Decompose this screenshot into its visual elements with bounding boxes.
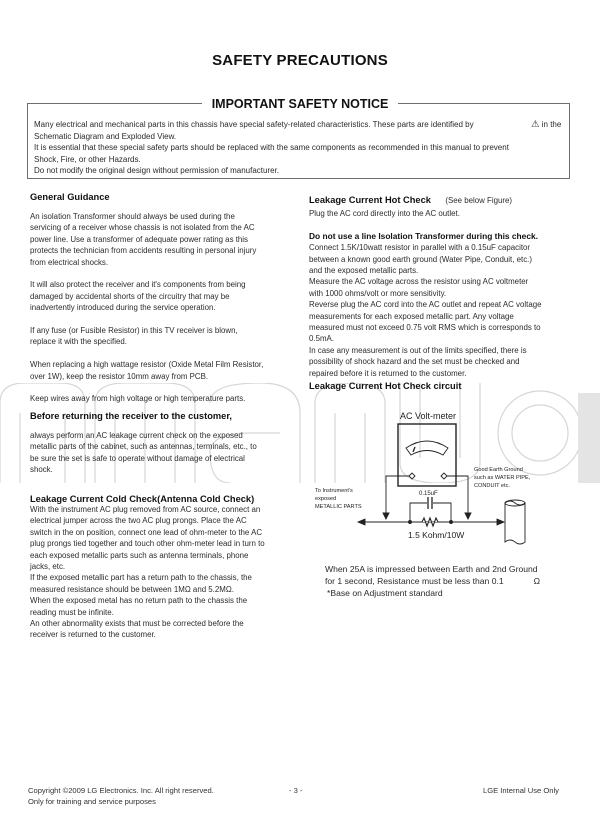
- hot-check-line: measured must not exceed 0.75 volt RMS which is corresponds to: [309, 323, 541, 333]
- guidance-line: be sure the set is safe to operate without damage of electrical: [30, 453, 245, 463]
- hot-check-line: between a known good earth ground (Water Pipe, Conduit, etc.): [309, 254, 532, 264]
- guidance-line: servicing of a receiver whose chassis is not isolated from the AC: [30, 223, 255, 233]
- guidance-line: shock.: [30, 465, 53, 475]
- hot-check-warning: Do not use a line Isolation Transformer during this check.: [309, 230, 538, 241]
- capacitor-label: 0.15uF: [419, 491, 438, 497]
- guidance-line: metallic parts of the cabinet, such as antennas, terminals, etc., to: [30, 442, 257, 452]
- ground-note-line-text: for 1 second, Resistance must be less than 0.1: [325, 576, 504, 586]
- guidance-line: over 1W), keep the resistor 10mm away from PCB.: [30, 371, 209, 381]
- page-number: - 3 -: [289, 786, 303, 795]
- page-title: SAFETY PRECAUTIONS: [212, 52, 388, 69]
- voltmeter-box: [398, 424, 456, 486]
- ohm-symbol: Ω: [533, 576, 541, 586]
- cold-check-line: When the exposed metal has no return path to the chassis the: [30, 596, 248, 606]
- purpose-text: Only for training and service purposes: [28, 796, 156, 806]
- internal-use-text: LGE Internal Use Only: [483, 786, 559, 795]
- voltmeter-dial: [406, 441, 448, 455]
- water-pipe: [505, 501, 525, 544]
- safety-symbol-note: [531, 119, 561, 130]
- cold-check-section: [30, 494, 265, 641]
- notice-line: It is essential that these special safety parts should be replaced with the same components as recommended in this manual to prevent: [34, 143, 509, 153]
- hot-check-line: 0.5mA.: [309, 334, 334, 344]
- cold-check-line: If the exposed metallic part has a return path to the chassis, the: [30, 573, 252, 583]
- guidance-line: If any fuse (or Fusible Resistor) in this TV receiver is blown,: [30, 326, 238, 336]
- hot-check-circuit-diagram: [300, 400, 550, 550]
- safety-notice-text: [34, 119, 534, 177]
- cold-check-line: With the instrument AC plug removed from AC source, connect an: [30, 505, 261, 514]
- cold-check-line: each exposed metallic parts such as antenna terminals, phone: [30, 550, 249, 560]
- safety-notice-title: [0, 95, 600, 113]
- before-returning-heading: Before returning the receiver to the customer,: [30, 410, 233, 421]
- cold-check-heading: Leakage Current Cold Check(Antenna Cold Check): [30, 494, 255, 504]
- guidance-line: inadvertently introduced during the service operation.: [30, 303, 216, 313]
- guidance-line: An isolation Transformer should always be used during the: [30, 212, 235, 221]
- footer-left: [28, 786, 214, 807]
- hot-check-line: Reverse plug the AC cord into the AC outlet and repeat AC voltage: [309, 300, 542, 310]
- guidance-line: Keep wires away from high voltage or high temperature parts.: [30, 394, 246, 404]
- cold-check-line: plug prongs tied together and touch other ohm-meter lead in turn to: [30, 539, 265, 549]
- right-label-line: such as WATER PIPE,: [474, 475, 531, 481]
- cold-check-line: measured resistance should be between 1MΩ and 5.2MΩ.: [30, 584, 234, 594]
- guidance-line: power line. Use a transformer of adequate power rating as this: [30, 234, 248, 244]
- guidance-line: replace it with the specified.: [30, 337, 127, 347]
- guidance-line: It will also protect the receiver and it's components from being: [30, 280, 246, 290]
- circuit-heading: Leakage Current Hot Check circuit: [309, 381, 462, 391]
- hot-check-line: possibility of shock hazard and the set must be checked and: [309, 357, 520, 367]
- ground-note-line-2: [325, 575, 540, 587]
- hot-check-line: In case any measurement is out of the limits specified, there is: [309, 345, 527, 355]
- hot-check-heading: Leakage Current Hot Check: [309, 195, 431, 205]
- left-label-line: METALLIC PARTS: [315, 504, 362, 510]
- guidance-line: When replacing a high wattage resistor (Oxide Metal Film Resistor,: [30, 360, 264, 370]
- copyright-text: Copyright ©2009 LG Electronics. Inc. All right reserved.: [28, 786, 214, 795]
- hot-check-line: and the exposed metallic parts.: [309, 266, 419, 276]
- safety-notice-title-text: IMPORTANT SAFETY NOTICE: [202, 97, 399, 111]
- hot-check-line: repaired before it is returned to the customer.: [309, 368, 467, 378]
- hot-check-line: measurements for each exposed metallic part. Any voltage: [309, 311, 514, 321]
- hot-check-line: with 1000 ohms/volt or more sensitivity.: [309, 288, 447, 298]
- ground-note-line: *Base on Adjustment standard: [327, 588, 443, 598]
- resistor-label: 1.5 Kohm/10W: [408, 530, 465, 540]
- notice-line: Many electrical and mechanical parts in this chassis have special safety-related characteristics. These parts are identified by: [34, 120, 474, 129]
- left-label-line: To Instrument's: [315, 488, 353, 494]
- meter-label: AC Volt-meter: [400, 411, 457, 421]
- ground-note-line: When 25A is impressed between Earth and 2nd Ground: [325, 564, 538, 574]
- cold-check-line: receiver is returned to the customer.: [30, 630, 156, 640]
- guidance-line: protects the technician from accidents resulting in personal injury: [30, 246, 257, 256]
- warning-triangle-icon: ⚠: [531, 119, 540, 130]
- guidance-line: damaged by accidental shorts of the circuitry that may be: [30, 291, 230, 301]
- general-guidance-heading: General Guidance: [30, 192, 110, 202]
- hot-check-intro: Plug the AC cord directly into the AC outlet.: [309, 209, 460, 218]
- right-label-line: CONDUIT etc.: [474, 483, 510, 489]
- hot-check-heading-note: (See below Figure): [445, 196, 513, 205]
- general-guidance-section: [30, 192, 265, 475]
- ground-resistance-note: [325, 563, 540, 599]
- notice-line: Do not modify the original design without permission of manufacturer.: [34, 166, 280, 176]
- hot-check-heading-row: [309, 190, 549, 208]
- hot-check-line: Connect 1.5K/10watt resistor in parallel with a 0.15uF capacitor: [309, 243, 531, 253]
- notice-line: Schematic Diagram and Exploded View.: [34, 131, 177, 141]
- hot-check-line: Measure the AC voltage across the resistor using AC voltmeter: [309, 277, 529, 287]
- cold-check-line: reading must be infinite.: [30, 607, 114, 617]
- cold-check-line: An other abnormality exists that must be corrected before the: [30, 619, 244, 629]
- guidance-line: always perform an AC leakage current check on the exposed: [30, 430, 243, 440]
- guidance-line: from electrical shocks.: [30, 257, 109, 267]
- cold-check-line: switch in the on position, connect one lead of ohm-meter to the AC: [30, 527, 263, 537]
- cold-check-line: electrical jumper across the two AC plug prongs. Place the AC: [30, 516, 247, 526]
- notice-line: Shock, Fire, or other Hazards.: [34, 154, 141, 164]
- cold-check-line: jacks, etc.: [30, 562, 66, 572]
- right-label-line: Good Earth Ground: [474, 467, 523, 473]
- safety-symbol-suffix: in the: [539, 120, 562, 129]
- left-label-line: exposed: [315, 496, 337, 502]
- hot-check-section: [309, 190, 549, 379]
